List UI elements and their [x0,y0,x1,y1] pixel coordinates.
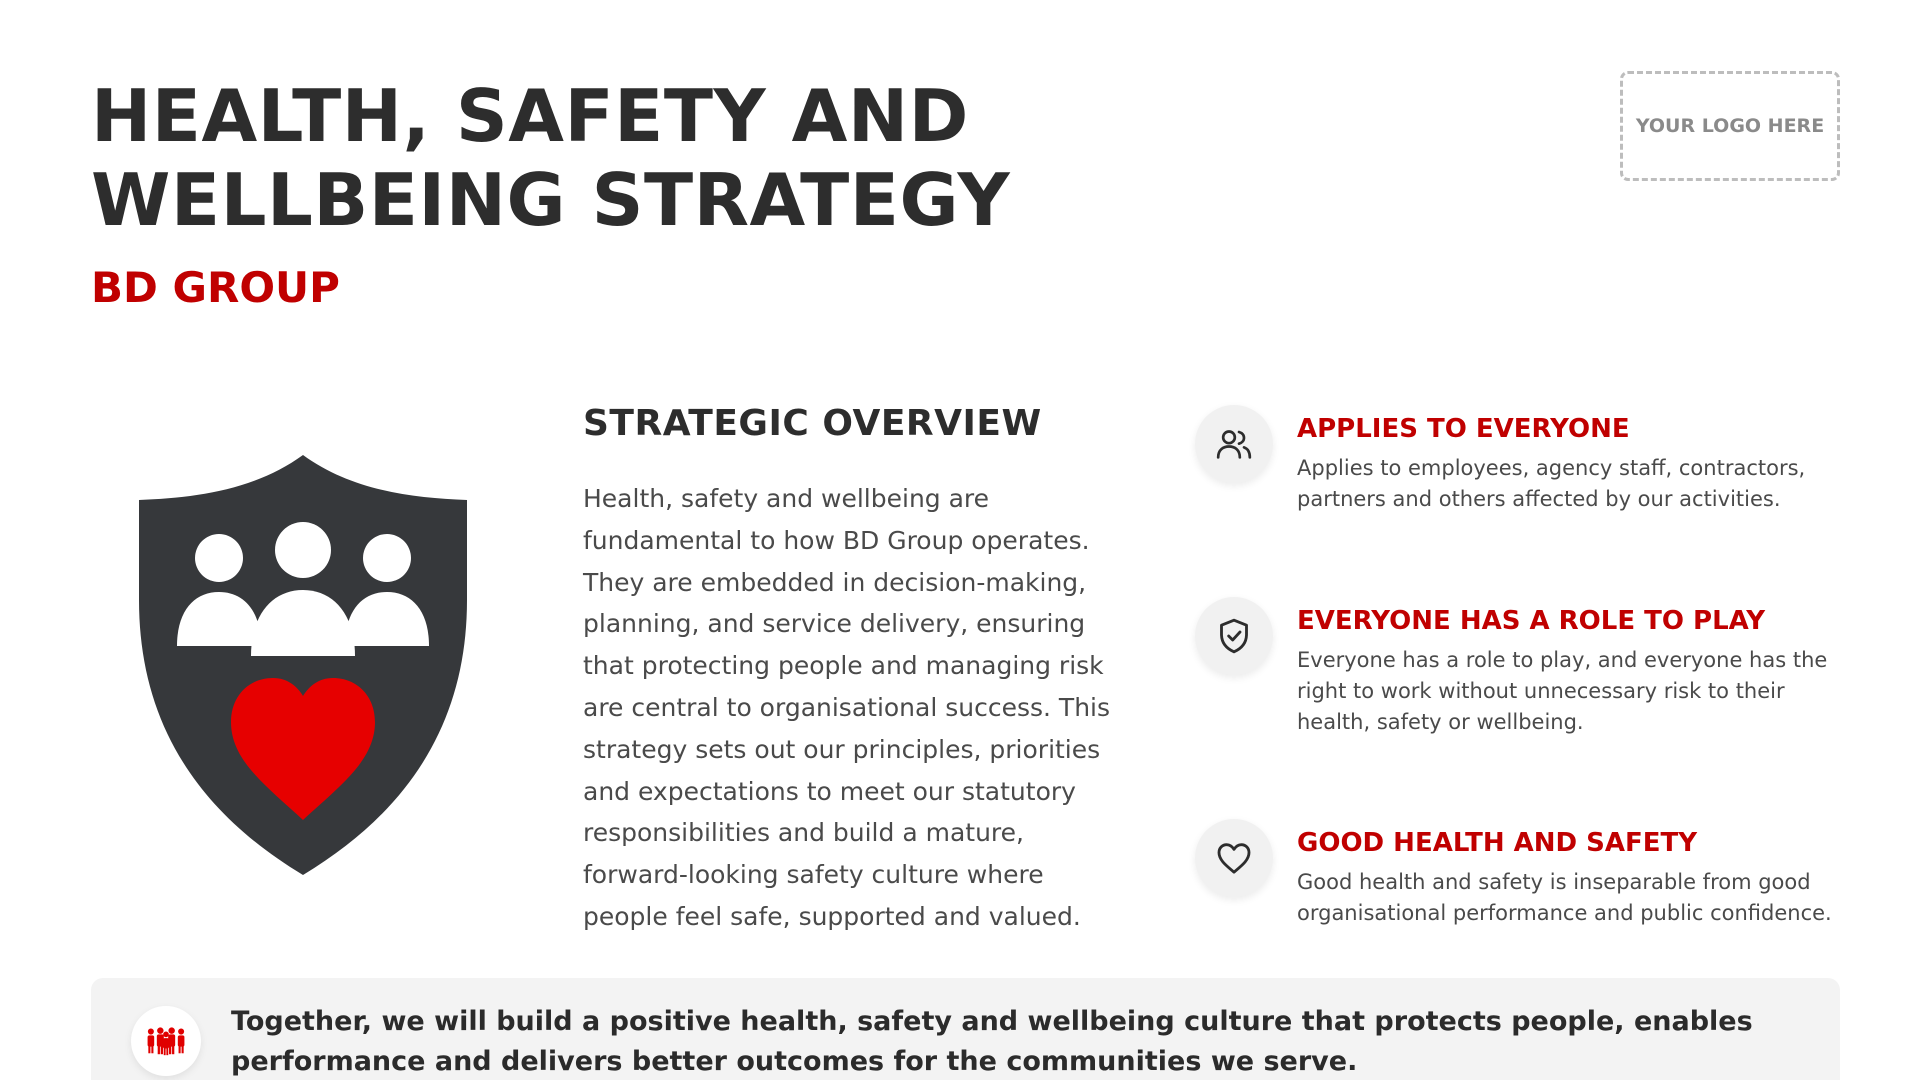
point-text: Everyone has a role to play, and everyone has the right to work without unnecessary risk to their health, safety or wellbeing. [1297,648,1828,734]
point-text: Good health and safety is inseparable from good organisational performance and public confidence. [1297,870,1832,925]
point-title: EVERYONE HAS A ROLE TO PLAY [1297,606,1766,636]
heart-icon [1195,819,1273,897]
overview-body: Health, safety and wellbeing are fundamental to how BD Group operates. They are embedded in decision-making, planning, and service delivery, ensuring that protecting people and managing risk are central to organisational success. This strategy sets out our principles, priorities and expectations to meet our statutory responsibilities and build a mature, forward-looking safety culture where people feel safe, supported and valued. [583,484,1111,931]
shield-people-heart-icon [135,450,471,880]
shield-illustration [135,450,471,880]
point-good-health-and-safety [1195,819,1845,939]
point-text: Applies to employees, agency staff, contractors, partners and others affected by our activities. [1297,456,1806,511]
users-icon [1195,405,1273,483]
logo-placeholder: YOUR LOGO HERE [1620,71,1840,181]
shield-check-icon [1195,597,1273,675]
commitment-banner [91,978,1840,1080]
people-group-icon [131,1006,201,1076]
point-title: GOOD HEALTH AND SAFETY [1297,828,1698,858]
point-everyone-has-a-role [1195,597,1845,747]
point-applies-to-everyone [1195,405,1845,525]
point-title: APPLIES TO EVERYONE [1297,414,1630,444]
overview-heading: STRATEGIC OVERVIEW [583,403,1042,444]
commitment-statement: Together, we will build a positive health, safety and wellbeing culture that protects people, enables performance and delivers better outcomes for the communities we serve. [231,1006,1753,1077]
page-title: HEALTH, SAFETY AND WELLBEING STRATEGY [91,74,1011,242]
organisation-name: BD GROUP [91,263,340,312]
